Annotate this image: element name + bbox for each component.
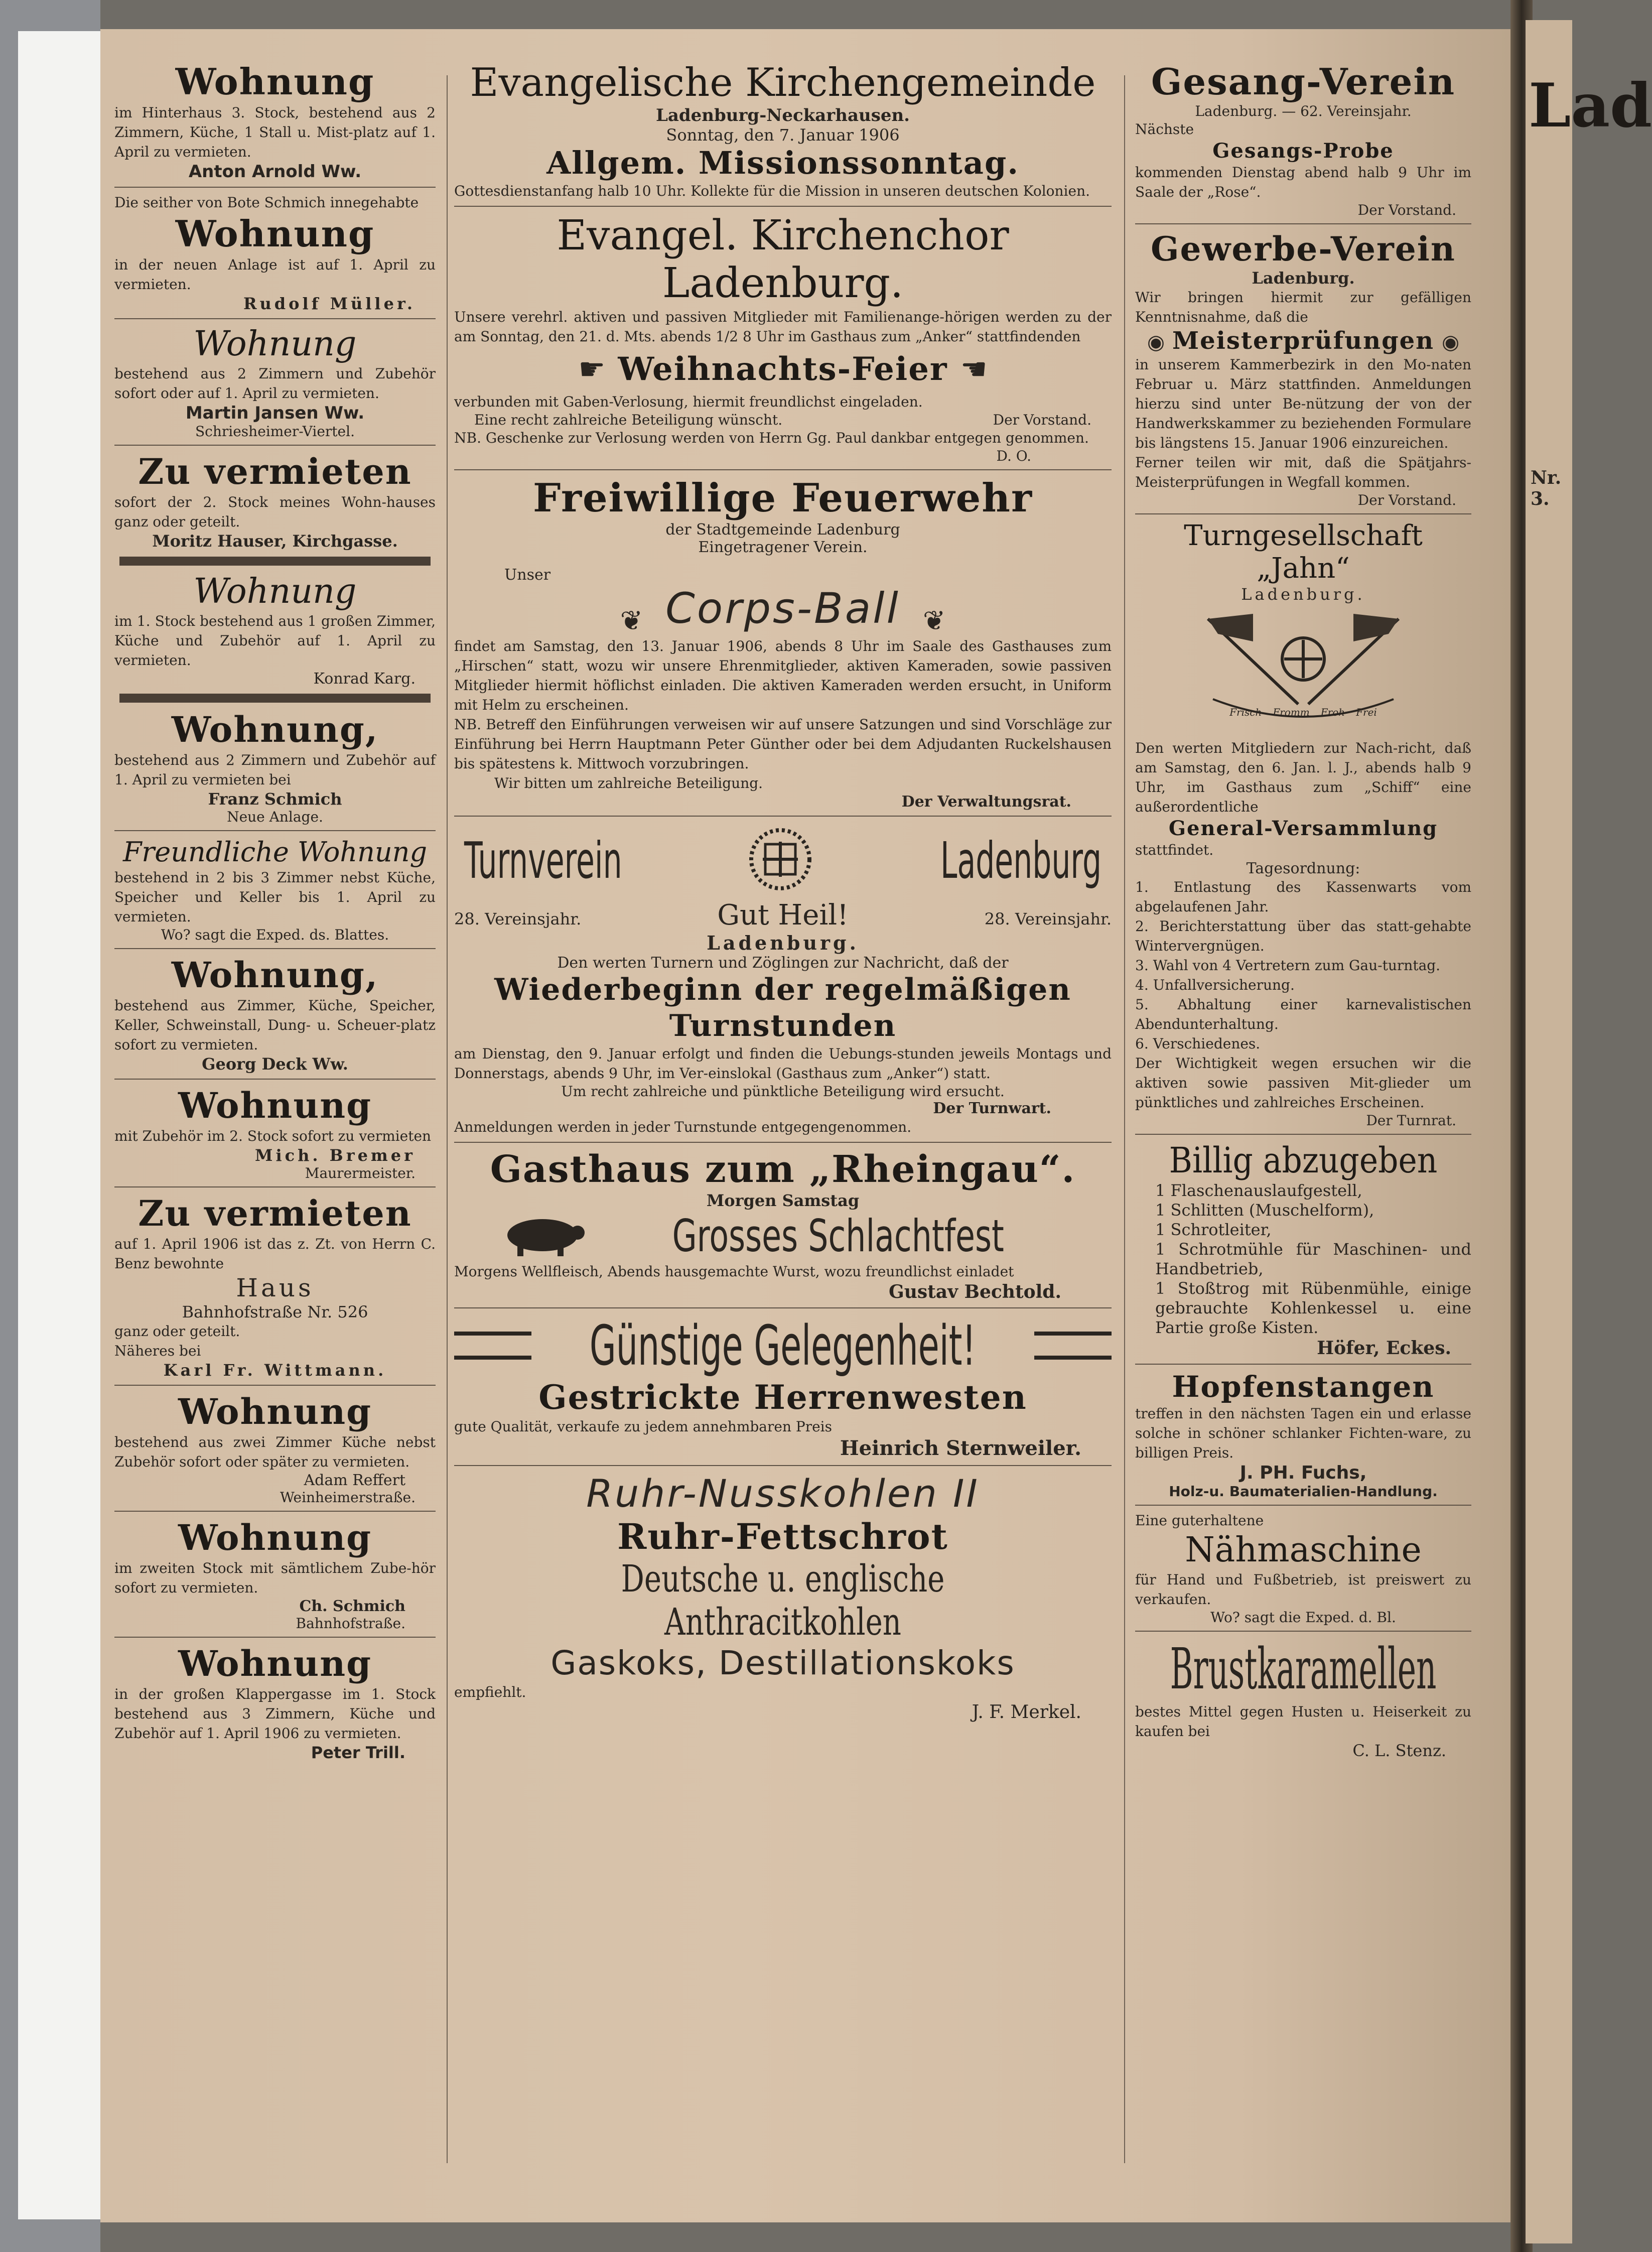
ad-signature-sub: Maurermeister.	[305, 1165, 416, 1181]
ad-body: Wir bringen hiermit zur gefälligen Kenntnisnahme, daß die	[1135, 289, 1471, 325]
divider-thick	[119, 694, 431, 703]
ad-body: findet am Samstag, den 13. Januar 1906, abends 8 Uhr im Saale des Gasthauses zum „Hirschen“ statt, wozu wir unsere Ehrenmitglieder, aktiven Kameraden, sowie passiven Mitglieder hiermit höflichst einladen. Die aktiven Kameraden werden ersucht, in Uniform mit Helm zu erscheinen.	[454, 638, 1112, 713]
divider	[114, 830, 436, 831]
ad-title: Evangelische Kirchengemeinde	[470, 60, 1096, 105]
divider	[454, 816, 1112, 817]
agenda-item: 5. Abhaltung einer karnevalistischen Abendunterhaltung.	[1135, 996, 1471, 1032]
ornament-icon: ❦	[620, 605, 643, 636]
ad-body: bestehend aus zwei Zimmer Küche nebst Zubehör sofort oder später zu vermieten.	[114, 1434, 436, 1470]
ad-wohnung-trill	[114, 1643, 436, 1762]
ad-body: in der großen Klappergasse im 1. Stock bestehend aus 3 Zimmern, Küche und Zubehör auf 1. April 1906 zu vermieten.	[114, 1686, 436, 1742]
agenda-item: 6. Verschiedenes.	[1135, 1035, 1261, 1052]
ad-row	[454, 412, 1112, 428]
ad-note: NB. Geschenke zur Verlosung werden von Herrn Gg. Paul dankbar entgegen genommen.	[454, 430, 1089, 446]
ad-signature: Der Verwaltungsrat.	[901, 793, 1071, 811]
flags-emblem-icon	[1135, 604, 1471, 718]
ad-body: bestehend in 2 bis 3 Zimmer nebst Küche, Speicher und Keller bis 1. April zu vermieten.	[114, 869, 436, 925]
ad-body: Um recht zahlreiche und pünktliche Beteiligung wird ersucht.	[561, 1083, 1005, 1100]
ad-title: Evangel. Kirchenchor Ladenburg.	[557, 212, 1009, 307]
divider	[1135, 1134, 1471, 1135]
ad-address: Bahnhofstraße Nr. 526	[182, 1302, 368, 1321]
agenda-item: 1. Entlastung des Kassenwarts vom abgelaufenen Jahr.	[1135, 879, 1471, 915]
ad-signature: Höfer, Eckes.	[1317, 1338, 1451, 1359]
ad-title: Günstige Gelegenheit!	[590, 1313, 976, 1378]
ad-subtitle: Ladenburg.	[1241, 585, 1365, 604]
ad-body: Der Wichtigkeit wegen ersuchen wir die aktiven sowie passiven Mit-glieder um pünktliches und zahlreiches Erscheinen.	[1135, 1055, 1471, 1111]
column-right	[1135, 60, 1471, 1760]
ad-body: Ferner teilen wir mit, daß die Spätjahrs-Meisterprüfungen in Wegfall kommen.	[1135, 454, 1471, 490]
ad-ev-kirchengemeinde	[454, 60, 1112, 201]
ad-body: kommenden Dienstag abend halb 9 Uhr im Saale der „Rose“.	[1135, 164, 1471, 200]
agenda-item: 4. Unfallversicherung.	[1135, 977, 1295, 993]
ad-signature: Mich. Bremer	[255, 1146, 416, 1165]
ad-brustkaramellen	[1135, 1637, 1471, 1760]
ad-body: Wir bitten um zahlreiche Beteiligung.	[494, 775, 763, 791]
ad-note-signature: D. O.	[996, 448, 1031, 464]
ad-title: Zu vermieten	[138, 1193, 412, 1234]
ad-signature: Konrad Karg.	[313, 670, 416, 688]
ad-body: bestes Mittel gegen Husten u. Heiserkeit zu kaufen bei	[1135, 1703, 1471, 1740]
ad-turngesellschaft-jahn	[1135, 519, 1471, 1129]
ad-headline: General-Versammlung	[1168, 817, 1438, 840]
ad-subtitle: Ladenburg.	[1252, 269, 1355, 288]
divider	[1135, 223, 1471, 224]
pointing-hand-right-icon: ☛	[578, 351, 606, 387]
rule-lines	[454, 1332, 531, 1360]
ad-headline: Grosses Schlachtfest	[672, 1210, 1004, 1262]
divider	[114, 948, 436, 949]
divider	[454, 1142, 1112, 1143]
ad-body: Den werten Turnern und Zöglingen zur Nachricht, daß der	[557, 954, 1009, 972]
ad-title: Freundliche Wohnung	[122, 836, 428, 868]
ad-title: Freiwillige Feuerwehr	[532, 475, 1033, 521]
divider	[114, 1186, 436, 1187]
ad-body: empfiehlt.	[454, 1684, 526, 1700]
ad-zu-vermieten-wittmann	[114, 1193, 436, 1380]
banner-word: Fromm	[1273, 706, 1310, 718]
ad-signature: Moritz Hauser, Kirchgasse.	[152, 532, 398, 551]
ad-wohnung-deck	[114, 954, 436, 1074]
ad-date: Sonntag, den 7. Januar 1906	[666, 125, 900, 145]
ad-body: am Dienstag, den 9. Januar erfolgt und finden die Uebungs-stunden jeweils Montags und Donnerstags, abends 9 Uhr, im Ver-einslokal (Gasthaus zum „Anker“) statt.	[454, 1045, 1112, 1082]
ad-headline: Gesangs-Probe	[1212, 139, 1394, 163]
column-rule	[1124, 75, 1125, 2163]
ad-body: in der neuen Anlage ist auf 1. April zu vermieten.	[114, 256, 436, 293]
ad-title: Nähmaschine	[1185, 1530, 1422, 1570]
divider	[114, 318, 436, 319]
ad-line: Deutsche u. englische Anthracitkohlen	[621, 1557, 945, 1644]
ad-signature: Adam Reffert	[304, 1472, 405, 1489]
ad-body: bestehend aus 2 Zimmern und Zubehör sofort oder auf 1. April zu vermieten.	[114, 365, 436, 402]
ad-signature: Karl Fr. Wittmann.	[163, 1361, 387, 1380]
list-item: 1 Schlitten (Muschelform),	[1155, 1201, 1374, 1220]
divider	[114, 445, 436, 446]
divider	[1135, 513, 1471, 514]
ad-headline: Wiederbeginn der regelmäßigen Turnstunden	[494, 972, 1071, 1043]
ad-title: Wohnung	[178, 1085, 372, 1126]
divider	[454, 1465, 1112, 1466]
banner-word: Frisch	[1229, 706, 1262, 718]
banner-word: Froh	[1320, 706, 1345, 718]
ad-line: Ruhr-Fettschrot	[617, 1516, 948, 1557]
ad-intro: Unser	[504, 566, 551, 584]
ad-body: für Hand und Fußbetrieb, ist preiswert zu verkaufen.	[1135, 1571, 1471, 1608]
ad-headline-row	[1135, 327, 1471, 355]
ad-signature: Georg Deck Ww.	[202, 1054, 348, 1074]
ad-wohnung-schmich	[114, 709, 436, 825]
ad-title: Wohnung,	[171, 709, 379, 750]
ad-subtitle: Eingetragener Verein.	[698, 539, 868, 556]
ad-turnverein	[454, 822, 1112, 1137]
ad-wohnung-jansen	[114, 324, 436, 440]
ad-wohnung-mueller	[114, 193, 436, 313]
ad-gesang-verein	[1135, 60, 1471, 218]
ad-headline-row	[454, 584, 1112, 636]
ad-signature: J. F. Merkel.	[972, 1702, 1081, 1723]
ad-body: mit Zubehör im 2. Stock sofort zu vermieten	[114, 1128, 432, 1144]
column-middle	[454, 60, 1112, 1723]
banner-word: Frei	[1356, 706, 1377, 718]
ad-body: verbunden mit Gaben-Verlosung, hiermit freundlichst eingeladen.	[454, 393, 923, 410]
next-page-edge	[1526, 20, 1652, 2243]
ad-title-row	[454, 1313, 1112, 1378]
ad-subrow	[454, 899, 1112, 932]
ad-signature: Der Vorstand.	[1357, 492, 1456, 508]
ad-title-left: Turnverein	[464, 831, 622, 890]
ad-zu-vermieten-hauser	[114, 451, 436, 551]
ad-feuerwehr	[454, 475, 1112, 811]
ad-signature: Rudolf Müller.	[243, 294, 416, 313]
ad-ruhr-kohlen	[454, 1471, 1112, 1723]
ad-body: Morgens Wellfleisch, Abends hausgemachte Wurst, wozu freundlichst einladet	[454, 1263, 1014, 1280]
ad-subtitle: Ladenburg-Neckarhausen.	[655, 105, 910, 125]
ad-body: gute Qualität, verkaufe zu jedem annehmbaren Preis	[454, 1418, 832, 1435]
ad-wohnung-ch-schmich	[114, 1517, 436, 1632]
ad-signature: Ch. Schmich	[299, 1598, 405, 1615]
ad-title: Zu vermieten	[138, 451, 412, 492]
ad-signature-sub: Bahnhofstraße.	[296, 1615, 405, 1632]
bullet-icon: ◉	[1147, 331, 1165, 354]
divider	[114, 1637, 436, 1638]
ad-title: Gesang-Verein	[1151, 60, 1456, 103]
ad-note: NB. Betreff den Einführungen verweisen wir auf unsere Satzungen und sind Vorschläge zur Einführung bei Herrn Hauptmann Peter Günther oder bei dem Adjudanten Ruckelshausen bis spätestens k. Mittwoch vorzubringen.	[454, 716, 1112, 772]
ad-body: Näheres bei	[114, 1343, 201, 1359]
ad-year: 28. Vereinsjahr.	[454, 909, 582, 929]
ad-signature-sub: Neue Anlage.	[227, 809, 323, 825]
ad-title: Wohnung	[178, 1517, 372, 1558]
ad-naehmaschine	[1135, 1511, 1471, 1626]
ad-title: Hopfenstangen	[1172, 1370, 1435, 1404]
ad-headline: Meisterprüfungen	[1172, 327, 1435, 355]
ad-headline: Allgem. Missionssonntag.	[546, 145, 1019, 181]
ad-body: bestehend aus Zimmer, Küche, Speicher, Keller, Schweinstall, Dung- u. Scheuer-platz sofort zu vermieten.	[114, 997, 436, 1053]
ad-signature: J. PH. Fuchs,	[1240, 1463, 1367, 1483]
ad-kirchenchor	[454, 212, 1112, 464]
ad-headline-row	[454, 1210, 1112, 1262]
ad-subtitle: Morgen Samstag	[706, 1191, 860, 1210]
divider	[454, 469, 1112, 470]
list-item: 1 Flaschenauslaufgestell,	[1155, 1181, 1362, 1200]
ad-body: Den werten Mitgliedern zur Nach-richt, daß am Samstag, den 6. Jan. l. J., abends halb 9 Uhr, im Gasthaus zum „Schiff“ eine außerordentliche	[1135, 740, 1471, 815]
ad-signature: Peter Trill.	[311, 1743, 405, 1762]
ad-freundliche-wohnung	[114, 836, 436, 943]
ad-body: treffen in den nächsten Tagen ein und erlasse solche in schöner schlanker Fichten-ware, zu billigen Preis.	[1135, 1405, 1471, 1461]
ad-body: Unsere verehrl. aktiven und passiven Mitglieder mit Familienange-hörigen werden zu der am Sonntag, den 21. d. Mts. abends 1/2 8 Uhr im Gasthaus zum „Anker“ stattfindenden	[454, 309, 1112, 345]
ad-signature: Franz Schmich	[208, 789, 342, 809]
ad-signature: Der Vorstand.	[1357, 202, 1456, 218]
ad-body: sofort der 2. Stock meines Wohn-hauses ganz oder geteilt.	[114, 494, 436, 530]
divider	[454, 1307, 1112, 1308]
ad-title: Gewerbe-Verein	[1151, 229, 1456, 269]
ad-wohnung-arnold	[114, 60, 436, 182]
ad-body: auf 1. April 1906 ist das z. Zt. von Herrn C. Benz bewohnte	[114, 1236, 436, 1272]
list-item: 1 Schrotleiter,	[1155, 1220, 1272, 1239]
ad-hopfenstangen	[1135, 1370, 1471, 1500]
divider	[1135, 1505, 1471, 1506]
ad-title: Wohnung	[175, 60, 375, 103]
ad-title-row	[454, 822, 1112, 899]
ad-note: Anmeldungen werden in jeder Turnstunde entgegengenommen.	[454, 1119, 912, 1135]
ornament-icon: ❦	[922, 605, 946, 636]
divider	[454, 206, 1112, 207]
divider	[114, 187, 436, 188]
ad-body: im zweiten Stock mit sämtlichem Zube-hör sofort zu vermieten.	[114, 1560, 436, 1596]
ad-signature: Gustav Bechtold.	[888, 1281, 1061, 1302]
ad-signature: Martin Jansen Ww.	[185, 403, 365, 423]
ad-title: Brustkaramellen	[1170, 1637, 1437, 1702]
divider	[1135, 1631, 1471, 1632]
ad-big-word: Haus	[236, 1273, 314, 1302]
divider	[114, 1385, 436, 1386]
ad-title-right: Ladenburg	[940, 831, 1102, 890]
ad-headline: Gestrickte Herrenwesten	[538, 1378, 1027, 1417]
agenda-item: 3. Wahl von 4 Vertretern zum Gau-turntag.	[1135, 957, 1441, 974]
ad-intro: Eine guterhaltene	[1135, 1512, 1264, 1529]
divider	[114, 1511, 436, 1512]
ad-headline-row	[454, 350, 1112, 388]
ad-body: im Hinterhaus 3. Stock, bestehend aus 2 Zimmern, Küche, 1 Stall u. Mist-platz auf 1. April zu vermieten.	[114, 104, 436, 160]
ad-title: Wohnung,	[171, 954, 379, 996]
ad-signature: Anton Arnold Ww.	[188, 162, 362, 182]
ad-year: 28. Vereinsjahr.	[984, 909, 1112, 929]
turner-cross-wreath-icon	[743, 822, 818, 899]
ad-title: Turngesellschaft „Jahn“	[1184, 519, 1423, 585]
ad-body: ganz oder geteilt.	[114, 1323, 240, 1340]
ad-title: Billig abzugeben	[1169, 1140, 1438, 1181]
ad-subtitle: der Stadtgemeinde Ladenburg	[665, 521, 900, 539]
ad-body: in unserem Kammerbezirk in den Mo-naten Februar u. März stattfinden. Anmeldungen hierzu sind unter Be-nützung der von der Handwerkskammer zu beziehenden Formulare bis längstens 15. Januar 1906 einzureichen.	[1135, 356, 1471, 451]
ad-signature-sub: Weinheimerstraße.	[280, 1489, 416, 1506]
agenda-item: 2. Berichterstattung über das statt-gehabte Wintervergnügen.	[1135, 918, 1471, 954]
ad-gewerbe-verein	[1135, 229, 1471, 508]
ad-body: Gottesdienstanfang halb 10 Uhr. Kollekte für die Mission in unseren deutschen Kolonien.	[454, 183, 1090, 199]
ad-body: Eine recht zahlreiche Beteiligung wünscht.	[474, 412, 783, 428]
list-item: 1 Schrotmühle für Maschinen- und Handbetrieb,	[1155, 1240, 1471, 1278]
pointing-hand-left-icon: ☚	[960, 351, 988, 387]
divider	[1135, 1364, 1471, 1365]
ad-signature: Der Turnwart.	[933, 1100, 1051, 1117]
ad-signature: Heinrich Sternweiler.	[840, 1436, 1081, 1460]
pig-icon	[497, 1213, 588, 1260]
ad-headline: Corps-Ball	[665, 584, 900, 633]
column-rule	[447, 75, 448, 2163]
column-left	[114, 60, 436, 1762]
divider-thick	[119, 557, 431, 566]
ad-signature: Wo? sagt die Exped. ds. Blattes.	[161, 926, 389, 943]
ad-signature: Wo? sagt die Exped. d. Bl.	[1210, 1609, 1396, 1626]
ad-signature-sub: Holz-u. Baumaterialien-Handlung.	[1169, 1483, 1438, 1500]
ad-signature: C. L. Stenz.	[1352, 1741, 1446, 1760]
ad-guenstige-gelegenheit	[454, 1313, 1112, 1460]
ad-signature: Der Vorstand.	[993, 412, 1091, 428]
ad-title: Wohnung	[193, 324, 357, 364]
ad-signature-sub: Schriesheimer-Viertel.	[195, 423, 355, 440]
ad-intro: Die seither von Bote Schmich innegehabte	[114, 194, 419, 211]
ad-place: Ladenburg.	[707, 932, 859, 954]
white-margin-strip	[18, 31, 100, 2219]
ad-body: Nächste	[1135, 121, 1194, 138]
ad-wohnung-karg	[114, 572, 436, 688]
ad-line: Ruhr-Nusskohlen II	[586, 1471, 980, 1516]
bullet-icon: ◉	[1442, 331, 1460, 354]
ad-title: Wohnung	[178, 1643, 372, 1684]
next-page-issue: Nr. 3.	[1531, 467, 1562, 509]
ad-body: bestehend aus 2 Zimmern und Zubehör auf 1. April zu vermieten bei	[114, 752, 436, 788]
ad-subtitle: Ladenburg. — 62. Vereinsjahr.	[1195, 103, 1412, 119]
ad-title: Wohnung	[178, 1391, 372, 1432]
ad-billig-abzugeben	[1135, 1140, 1471, 1359]
ad-wohnung-bremer	[114, 1085, 436, 1181]
agenda-list	[1135, 877, 1471, 1053]
ad-title: Wohnung	[175, 212, 375, 255]
agenda-title: Tagesordnung:	[1246, 860, 1360, 877]
ad-title: Gasthaus zum „Rheingau“.	[490, 1148, 1076, 1191]
ad-greeting: Gut Heil!	[717, 899, 849, 932]
ad-title: Wohnung	[193, 572, 357, 611]
rule-lines	[1034, 1332, 1112, 1360]
ad-body: im 1. Stock bestehend aus 1 großen Zimmer, Küche und Zubehör auf 1. April zu vermieten.	[114, 613, 436, 669]
ad-gasthaus-rheingau	[454, 1148, 1112, 1302]
ad-wohnung-reffert	[114, 1391, 436, 1506]
items-list	[1135, 1181, 1471, 1338]
next-page-masthead: Lad	[1529, 70, 1652, 141]
ad-signature: Der Turnrat.	[1366, 1112, 1456, 1129]
divider	[114, 1079, 436, 1080]
ad-body: stattfindet.	[1135, 842, 1214, 858]
ad-headline: Weihnachts-Feier	[618, 350, 948, 388]
ad-line: Gaskoks, Destillationskoks	[550, 1644, 1015, 1682]
list-item: 1 Stoßtrog mit Rübenmühle, einige gebrauchte Kohlenkessel u. eine Partie große Kisten.	[1155, 1279, 1471, 1337]
